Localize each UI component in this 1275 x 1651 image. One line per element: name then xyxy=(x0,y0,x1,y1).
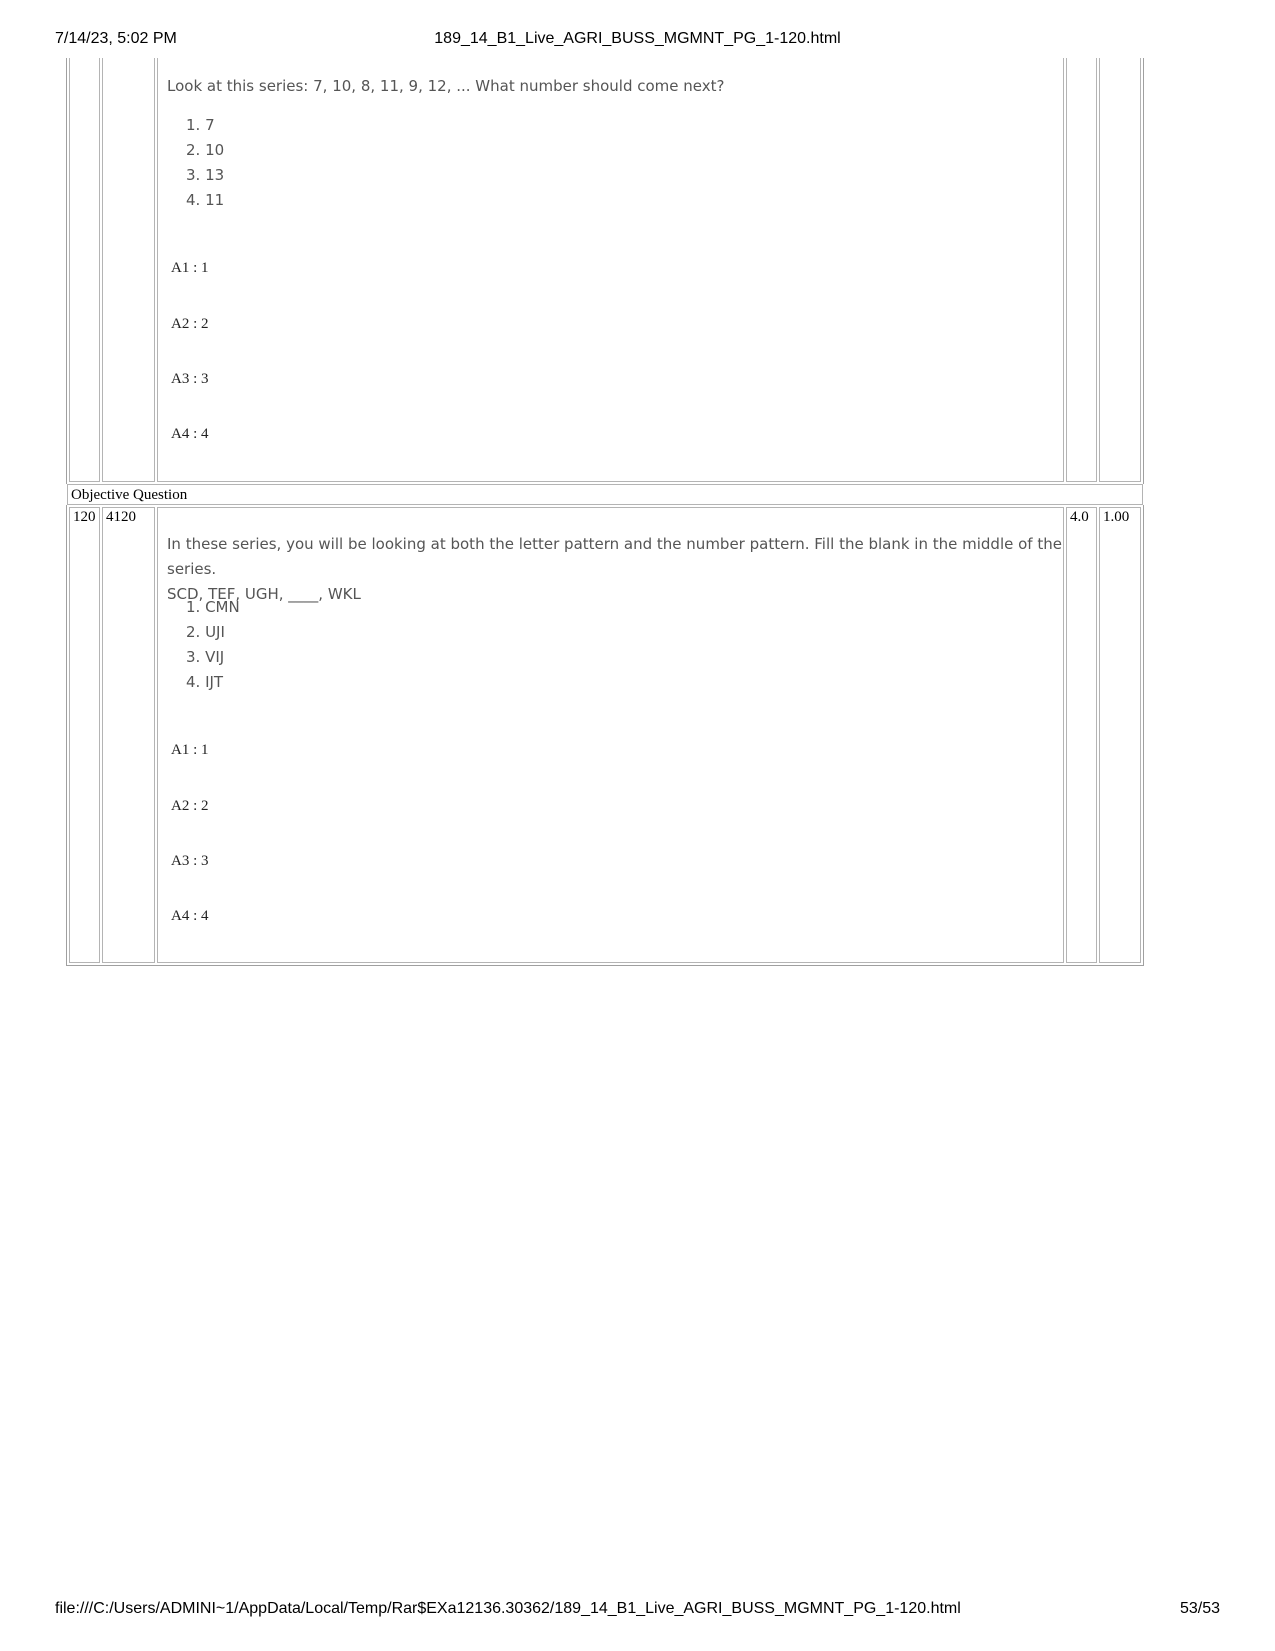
option-item: 4. IJT xyxy=(186,673,224,691)
answer-line: A3 : 3 xyxy=(171,371,209,387)
question-negative-marks: 1.00 xyxy=(1103,509,1130,525)
question-text-line: In these series, you will be looking at both the letter pattern and the number pattern. Fill the blank in the middle of the series. xyxy=(167,535,1062,578)
print-doc-title: 189_14_B1_Live_AGRI_BUSS_MGMNT_PG_1-120.html xyxy=(434,30,841,47)
question-id: 4120 xyxy=(106,509,136,525)
question-marks: 4.0 xyxy=(1070,509,1089,525)
answer-line: A2 : 2 xyxy=(171,798,209,814)
option-item: 2. UJI xyxy=(186,623,225,641)
option-item: 1. CMN xyxy=(186,598,240,616)
print-file-path: file:///C:/Users/ADMINI~1/AppData/Local/Temp/Rar$EXa12136.30362/189_14_B1_Live_AGRI_BUSS_MGMNT_PG_1-120.html xyxy=(55,1600,961,1617)
table-frame-top xyxy=(66,58,1144,484)
answer-line: A1 : 1 xyxy=(171,742,209,758)
print-header xyxy=(55,30,1220,52)
option-item: 1. 7 xyxy=(186,116,215,134)
table-frame xyxy=(66,505,1144,966)
answer-line: A1 : 1 xyxy=(171,260,209,276)
question-text-line: SCD, TEF, UGH, ____, WKL xyxy=(167,585,361,603)
option-item: 4. 11 xyxy=(186,191,225,209)
print-datetime: 7/14/23, 5:02 PM xyxy=(55,30,177,47)
option-item: 3. 13 xyxy=(186,166,225,184)
question-number: 120 xyxy=(73,509,96,525)
answer-line: A4 : 4 xyxy=(171,908,209,924)
print-footer xyxy=(55,1600,1220,1622)
answer-line: A3 : 3 xyxy=(171,853,209,869)
option-item: 2. 10 xyxy=(186,141,225,159)
section-label-text: Objective Question xyxy=(71,487,188,503)
question-text: Look at this series: 7, 10, 8, 11, 9, 12, ... What number should come next? xyxy=(167,77,725,95)
print-page-number: 53/53 xyxy=(1179,1600,1220,1617)
answer-line: A2 : 2 xyxy=(171,316,209,332)
option-item: 3. VIJ xyxy=(186,648,225,666)
answer-line: A4 : 4 xyxy=(171,426,209,442)
section-label xyxy=(67,484,1143,505)
